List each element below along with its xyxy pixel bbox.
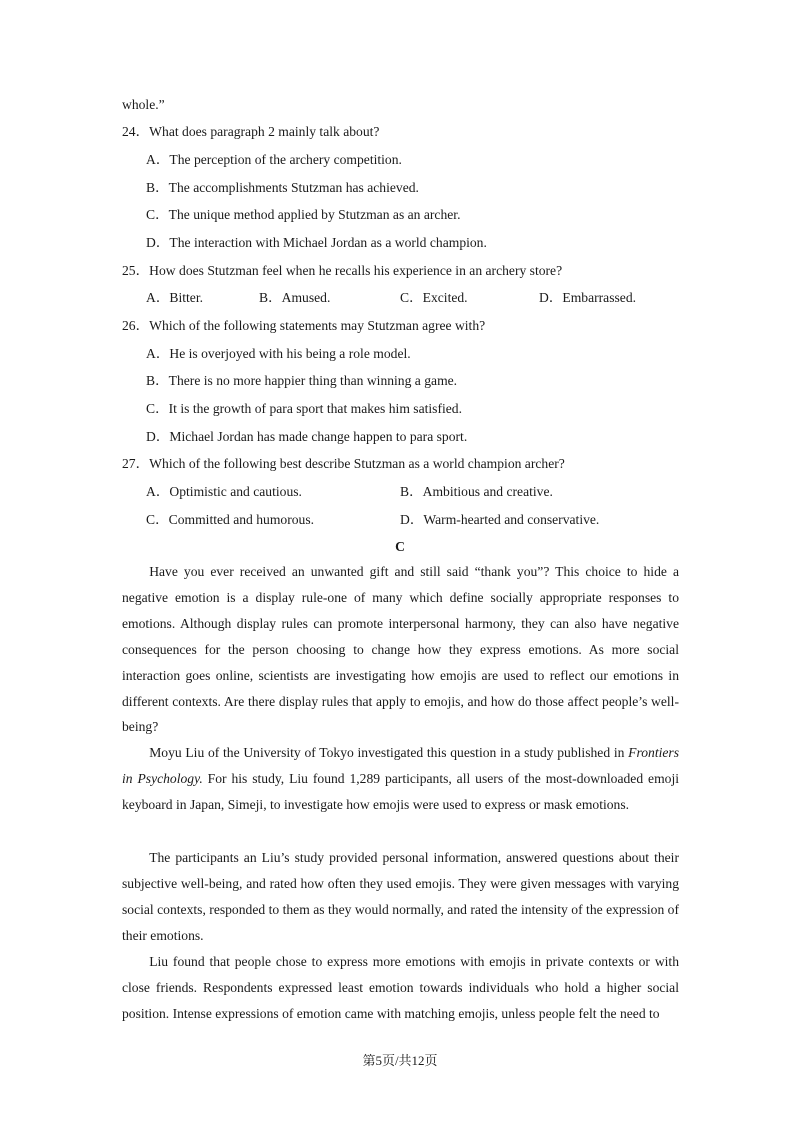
- passage-paragraph-2: [122, 740, 679, 818]
- q26-option-d: D．Michael Jordan has made change happen to para sport.: [146, 429, 468, 444]
- q26-option-c: C．It is the growth of para sport that makes him satisfied.: [146, 401, 462, 416]
- question-25: 25．How does Stutzman feel when he recalls his experience in an archery store?: [122, 263, 563, 278]
- question-27: 27．Which of the following best describe Stutzman as a world champion archer?: [122, 456, 565, 471]
- q27-option-d: D．Warm-hearted and conservative.: [400, 512, 600, 527]
- q27-option-c: C．Committed and humorous.: [146, 512, 315, 527]
- journal-title: Frontiers in Psychology.: [122, 745, 679, 786]
- q27-option-a: A．Optimistic and cautious.: [146, 484, 302, 499]
- passage-paragraph-1: Have you ever received an unwanted gift and still said “thank you”? This choice to hide a negative emotion is a display rule-one of many which define socially appropriate responses to emotions. Although display rules can promote interpersonal harmony, they can also have negative consequences for the person choosing to change how they express emotions. As more social interaction goes online, scientists are investigating how emojis are used to reflect our emotions in different contexts. Are there display rules that apply to emojis, and how do those affect people’s well-being?: [122, 564, 679, 735]
- text-fragment: whole.”: [122, 97, 165, 112]
- question-26: 26．Which of the following statements may Stutzman agree with?: [122, 318, 486, 333]
- passage-paragraph-4: Liu found that people chose to express more emotions with emojis in private contexts or with close friends. Respondents expressed least emotion towards individuals who hold a higher social position. Intense expressions of emotion came with matching emojis, unless people felt the need to: [122, 954, 679, 1021]
- passage-paragraph-3: The participants an Liu’s study provided personal information, answered questions about their subjective well-being, and rated how often they used emojis. They were given messages with varying social contexts, responded to them as they would normally, and rated the intensity of the expression of their emotions.: [122, 850, 679, 943]
- q24-option-d: D．The interaction with Michael Jordan as a world champion.: [146, 235, 487, 250]
- q24-option-c: C．The unique method applied by Stutzman as an archer.: [146, 207, 461, 222]
- q26-option-b: B．There is no more happier thing than winning a game.: [146, 373, 458, 388]
- q25-option-c: C．Excited.: [400, 290, 468, 305]
- question-24: 24．What does paragraph 2 mainly talk about?: [122, 124, 380, 139]
- q27-option-b: B．Ambitious and creative.: [400, 484, 553, 499]
- section-heading: C: [395, 539, 405, 554]
- q26-option-a: A．He is overjoyed with his being a role model.: [146, 346, 411, 361]
- p2-text-end: For his study, Liu found 1,289 participants, all users of the most-downloaded emoji keyboard in Japan, Simeji, to investigate how emojis were used to express or mask emotions.: [122, 770, 679, 812]
- p2-text-start: Moyu Liu of the University of Tokyo investigated this question in a study published in: [149, 745, 629, 760]
- q25-option-b: B．Amused.: [259, 290, 331, 305]
- q24-option-b: B．The accomplishments Stutzman has achieved.: [146, 180, 419, 195]
- q24-option-a: A．The perception of the archery competition.: [146, 152, 402, 167]
- page-number: 第5页/共12页: [362, 1053, 438, 1068]
- q25-option-a: A．Bitter.: [146, 290, 204, 305]
- q25-option-d: D．Embarrassed.: [539, 290, 637, 305]
